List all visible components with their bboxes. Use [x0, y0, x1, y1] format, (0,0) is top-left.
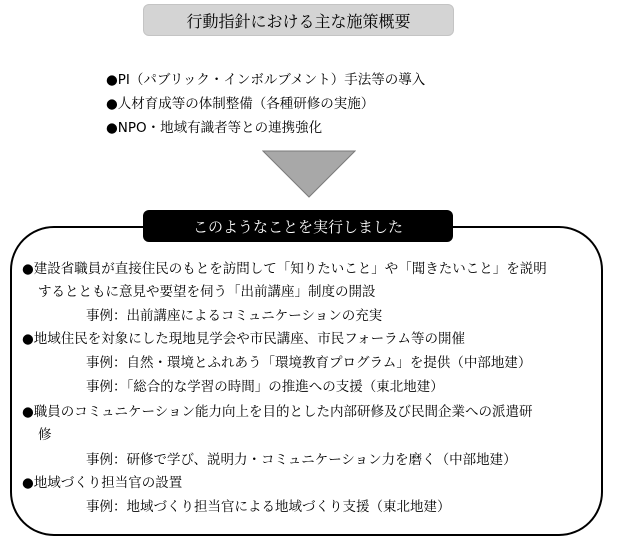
policy-list: [106, 68, 425, 140]
action-item-continued: 修: [38, 427, 52, 443]
result-label: このようなことを実行しました: [192, 217, 403, 236]
policy-title: 行動指針における主な施策概要: [186, 11, 411, 31]
action-item: ●建設省職員が直接住民のもとを訪問して「知りたいこと」や「聞きたいこと」を説明: [22, 261, 547, 277]
example-item: 事例：出前講座によるコミュニケーションの充実: [86, 308, 383, 324]
example-item: 事例：自然・環境とふれあう「環境教育プログラム」を提供（中部地建）: [86, 355, 532, 371]
action-item-continued: するとともに意見や要望を伺う「出前講座」制度の開設: [38, 284, 376, 300]
result-label-box: [143, 210, 453, 242]
action-item: ●地域住民を対象にした現地見学会や市民講座、市民フォーラム等の開催: [22, 331, 465, 347]
example-item: 事例：「総合的な学習の時間」の推進への支援（東北地建）: [86, 379, 444, 395]
policy-item: ●人材育成等の体制整備（各種研修の実施）: [106, 96, 375, 112]
action-item: ●職員のコミュニケーション能力向上を目的とした内部研修及び民間企業への派遣研: [22, 404, 533, 420]
down-arrow-icon: [262, 150, 356, 198]
action-item: ●地域づくり担当官の設置: [22, 475, 183, 491]
policy-item: ●NPO・地域有識者等との連携強化: [106, 120, 323, 136]
example-item: 事例：地域づくり担当官による地域づくり支援（東北地建）: [86, 499, 451, 515]
policy-item: ●PI（パブリック・インボルブメント）手法等の導入: [106, 72, 426, 88]
policy-title-box: [143, 4, 454, 36]
example-item: 事例：研修で学び、説明力・コミュニケーション力を磨く（中部地建）: [86, 452, 517, 468]
